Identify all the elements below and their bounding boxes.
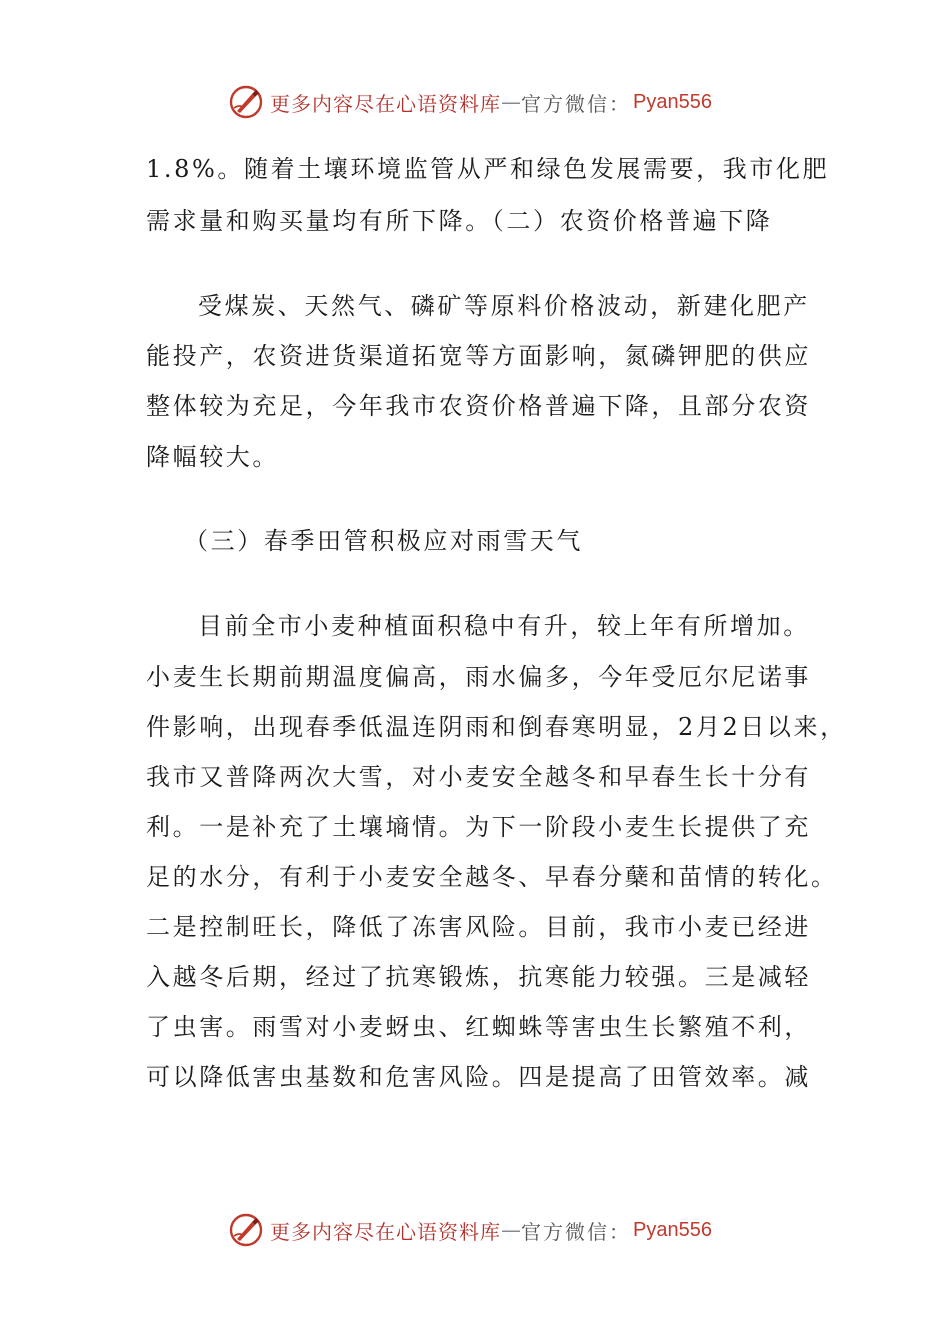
banner-dash: — [501, 1218, 521, 1242]
text-line: 利。一是补充了土壤墒情。为下一阶段小麦生长提供了充 [146, 813, 811, 841]
text-line: 能投产，农资进货渠道拓宽等方面影响，氮磷钾肥的供应 [146, 342, 811, 370]
banner-text: 更多内容尽在心语资料库 [270, 1219, 501, 1244]
text-line: 足的水分，有利于小麦安全越冬、早春分蘖和苗情的转化。 [146, 863, 838, 891]
text-line: 降幅较大。 [146, 443, 279, 471]
text-line: 可以降低害虫基数和危害风险。四是提高了田管效率。减 [146, 1063, 811, 1091]
text-line: 二是控制旺长，降低了冻害风险。目前，我市小麦已经进 [146, 913, 811, 941]
text-line: 需求量和购买量均有所下降。（二）农资价格普遍下降 [146, 207, 773, 235]
text-line: 受煤炭、天然气、磷矿等原料价格波动，新建化肥产 [198, 292, 810, 320]
banner-wechat-id: Pyan556 [633, 90, 712, 113]
banner-official: 官方微信： [521, 1219, 631, 1244]
text-line: 目前全市小麦种植面积稳中有升，较上年有所增加。 [198, 612, 810, 640]
text-line: 整体较为充足，今年我市农资价格普遍下降，且部分农资 [146, 392, 811, 420]
text-line: 了虫害。雨雪对小麦蚜虫、红蜘蛛等害虫生长繁殖不利， [146, 1013, 811, 1041]
text-line: 件影响，出现春季低温连阴雨和倒春寒明显，2月2日以来， [146, 713, 847, 741]
banner-official: 官方微信： [521, 91, 631, 116]
text-line: 1.8%。随着土壤环境监管从严和绿色发展需要，我市化肥 [146, 155, 830, 183]
text-line: 入越冬后期，经过了抗寒锻炼，抗寒能力较强。三是减轻 [146, 963, 811, 991]
pen-logo-icon [228, 84, 264, 120]
text-line: 我市又普降两次大雪，对小麦安全越冬和早春生长十分有 [146, 763, 811, 791]
section-heading: （三）春季田管积极应对雨雪天气 [184, 527, 583, 555]
text-line: 小麦生长期前期温度偏高，雨水偏多，今年受厄尔尼诺事 [146, 663, 811, 691]
banner-text: 更多内容尽在心语资料库 [270, 91, 501, 116]
footer-banner [228, 1210, 712, 1250]
header-banner [228, 82, 712, 122]
pen-logo-icon [228, 1212, 264, 1248]
banner-wechat-id: Pyan556 [633, 1218, 712, 1241]
banner-dash: — [501, 90, 521, 114]
